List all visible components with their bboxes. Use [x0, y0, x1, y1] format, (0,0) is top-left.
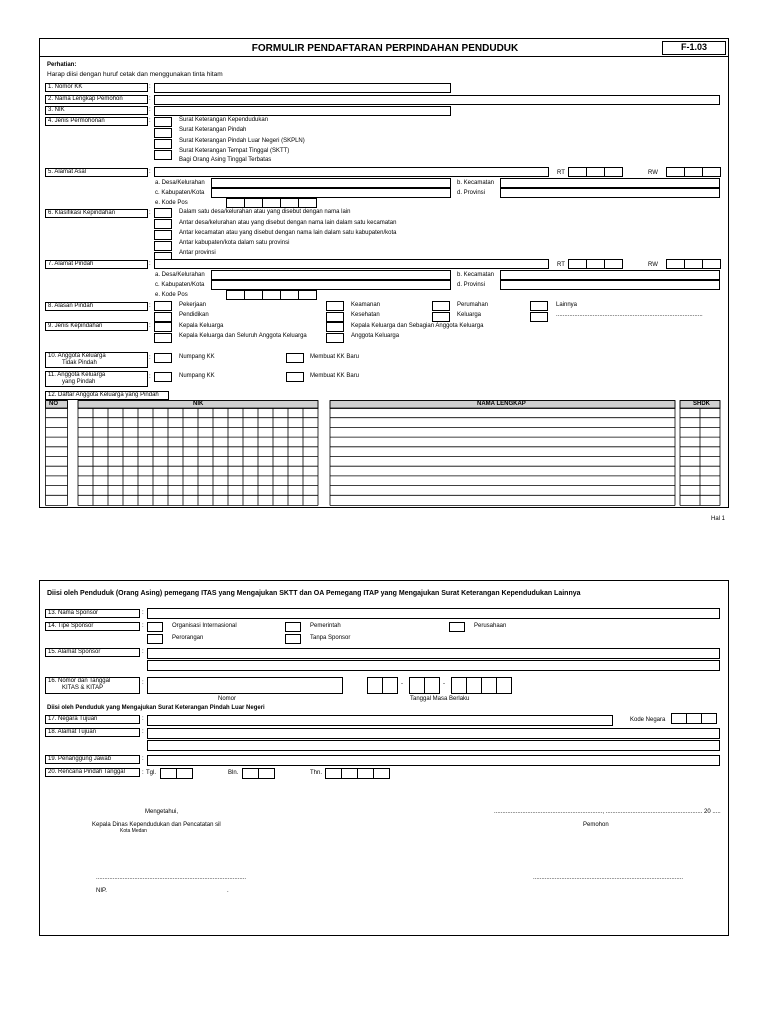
thn-cells[interactable] [451, 677, 512, 694]
instruction-text: Harap diisi dengan huruf cetak dan menggunakan tinta hitam [47, 71, 223, 78]
jenis-checkbox[interactable] [154, 117, 172, 127]
kepindahan-option: Kepala Keluarga [179, 323, 224, 329]
colon: : [149, 374, 151, 380]
klasifikasi-checkbox[interactable] [154, 219, 172, 229]
numpang-checkbox[interactable] [154, 353, 172, 363]
klasifikasi-option: Antar desa/kelurahan atau yang disebut dengan nama lain dalam satu kecamatan [179, 220, 397, 226]
alasan-checkbox[interactable] [530, 301, 548, 311]
separator: - [443, 681, 445, 687]
alasan-checkbox[interactable] [154, 301, 172, 311]
tgl-cells[interactable] [367, 677, 398, 694]
jenis-option: Surat Keterangan Pindah [179, 127, 247, 133]
alamat-tujuan-label: 18. Alamat Tujuan [45, 728, 140, 737]
alasan-option: Keluarga [457, 312, 482, 318]
negara-tujuan-label: 17. Negara Tujuan [45, 715, 140, 724]
table-header-shdk: SHDK [693, 401, 711, 407]
tanggal-masa-label: Tanggal Masa Berlaku [410, 696, 470, 702]
signature-line-left[interactable]: .......................................................................................... [96, 875, 247, 881]
tipe-sponsor-label: 14. Tipe Sponsor [45, 622, 140, 631]
negara-tujuan-input[interactable] [147, 715, 613, 726]
kodepos-label: e. Kode Pos [155, 292, 188, 298]
desa-label: a. Desa/Kelurahan [155, 180, 205, 186]
jenis-kepindahan-label: 9. Jenis Kepindahan [45, 322, 148, 331]
form-code-text: F-1.03 [680, 42, 707, 52]
provinsi-input[interactable] [500, 280, 720, 290]
kepindahan-checkbox[interactable] [154, 333, 172, 343]
nik-label: 3. NIK [45, 106, 148, 115]
sponsor-checkbox[interactable] [147, 622, 163, 632]
provinsi-label: d. Provinsi [457, 190, 486, 196]
klasifikasi-checkbox[interactable] [154, 241, 172, 251]
thn-cells[interactable] [325, 768, 390, 779]
membuat-label: Membuat KK Baru [310, 354, 360, 360]
sponsor-checkbox[interactable] [285, 622, 301, 632]
membuat-checkbox[interactable] [286, 353, 304, 363]
sponsor-checkbox[interactable] [449, 622, 465, 632]
alamat-sponsor-label: 15. Alamat Sponsor [45, 648, 140, 657]
jenis-checkbox[interactable] [154, 150, 172, 160]
membuat-label: Membuat KK Baru [310, 373, 360, 379]
alasan-option: Pendidikan [179, 312, 209, 318]
rw-label: RW [648, 262, 658, 268]
alamat-sponsor-input-2[interactable] [147, 660, 720, 671]
jenis-option: Surat Keterangan Kependudukan [179, 117, 269, 123]
label-line-1: 10. Anggota Keluarga [48, 353, 106, 359]
colon: : [142, 680, 144, 686]
kepindahan-option: Anggota Keluarga [351, 333, 400, 339]
alamat-tujuan-input-2[interactable] [147, 740, 720, 751]
alamat-pindah-label: 7. Alamat Pindah [45, 260, 148, 269]
jenis-option: Bagi Orang Asing Tinggal Terbatas [179, 157, 272, 163]
nama-sponsor-label: 13. Nama Sponsor [45, 609, 140, 618]
alasan-label: 8. Alasan Pindah [45, 302, 148, 311]
separator: - [401, 681, 403, 687]
sponsor-option: Organisasi Internasional [172, 623, 237, 629]
kecamatan-input[interactable] [500, 178, 720, 188]
nama-pemohon-label: 2. Nama Lengkap Pemohon [45, 95, 148, 104]
colon: : [149, 84, 151, 90]
kepindahan-checkbox[interactable] [154, 322, 172, 332]
nik-input[interactable] [154, 106, 451, 116]
colon: : [149, 261, 151, 267]
jenis-permohonan-label: 4. Jenis Permohonan [45, 117, 148, 126]
kepala-dinas-label: Kepala Dinas Kependudukan dan Pencatatan sil [92, 822, 221, 828]
kecamatan-label: b. Kecamatan [457, 180, 495, 186]
desa-label: a. Desa/Kelurahan [155, 272, 205, 278]
alasan-option: Perumahan [457, 302, 489, 308]
kitas-label [45, 677, 140, 694]
nip-label: NIP. [96, 888, 107, 894]
jenis-checkbox[interactable] [154, 139, 172, 149]
rw-label: RW [648, 170, 658, 176]
kabupaten-input[interactable] [211, 280, 451, 290]
rt-cells[interactable] [568, 167, 623, 177]
kode-negara-cells[interactable] [671, 713, 717, 724]
sponsor-option: Tanpa Sponsor [310, 635, 351, 641]
colon: : [149, 96, 151, 102]
page2-header: Diisi oleh Penduduk (Orang Asing) pemegang ITAS yang Mengajukan SKTT dan OA Pemegang ITAP yang Mengajukan Surat Keterangan Kependudukan Lainnya [47, 590, 581, 597]
nomor-label: Nomor [218, 696, 237, 702]
alasan-option: Kesehatan [351, 312, 380, 318]
signature-line-right[interactable]: .......................................................................................... [533, 875, 684, 881]
page-label: Hal 1 [711, 516, 726, 522]
nomor-kk-input[interactable] [154, 83, 451, 93]
klasifikasi-option: Antar provinsi [179, 250, 216, 256]
kabupaten-input[interactable] [211, 188, 451, 198]
rt-label: RT [557, 170, 565, 176]
label-line-1: 16. Nomor dan Tanggal [48, 678, 111, 684]
jenis-option: Surat Keterangan Pindah Luar Negeri (SKPLN) [179, 138, 305, 144]
kepindahan-option: Kepala Keluarga dan Sebagian Anggota Keluarga [351, 323, 484, 329]
kodepos-cells[interactable] [226, 198, 317, 208]
tgl-cells[interactable] [160, 768, 193, 779]
jenis-checkbox[interactable] [154, 128, 172, 138]
bln-label: Bln. [228, 770, 239, 776]
rencana-pindah-label: 20. Rencana Pindah Tanggal [45, 768, 140, 777]
colon: : [142, 610, 144, 616]
klasifikasi-option: Dalam satu desa/kelurahan atau yang disebut dengan nama lain [179, 209, 351, 215]
label-line-1: 11. Anggota Keluarga [48, 372, 106, 378]
colon: : [142, 716, 144, 722]
colon: : [149, 169, 151, 175]
alasan-option: Keamanan [351, 302, 381, 308]
colon: : [149, 355, 151, 361]
table-header-nama: NAMA LENGKAP [477, 401, 526, 407]
alamat-asal-label: 5. Alamat Asal [45, 168, 148, 177]
colon: : [142, 649, 144, 655]
rt-label: RT [557, 262, 565, 268]
alasan-checkbox[interactable] [530, 312, 548, 322]
kecamatan-label: b. Kecamatan [457, 272, 495, 278]
label-line-2: Tidak Pindah [62, 360, 97, 366]
perhatian-label: Perhatian: [47, 62, 77, 68]
alasan-checkbox[interactable] [326, 301, 344, 311]
kode-negara-label: Kode Negara [630, 717, 666, 723]
rw-cells[interactable] [666, 167, 721, 177]
penanggung-jawab-label: 19. Penanggung Jawab [45, 755, 140, 764]
kitas-nomor-input[interactable] [147, 677, 343, 694]
kepindahan-option: Kepala Keluarga dan Seluruh Anggota Keluarga [179, 333, 307, 339]
anggota-table[interactable] [45, 400, 725, 506]
provinsi-label: d. Provinsi [457, 282, 486, 288]
thn-label: Thn. [310, 770, 323, 776]
kabupaten-label: c. Kabupaten/Kota [155, 282, 205, 288]
sponsor-option: Pemerintah [310, 623, 341, 629]
klasifikasi-option: Antar kabupaten/kota dalam satu provinsi [179, 240, 290, 246]
rt-cells[interactable] [568, 259, 623, 269]
colon: : [149, 118, 151, 124]
penanggung-jawab-input[interactable] [147, 755, 720, 766]
numpang-label: Numpang KK [179, 354, 215, 360]
alasan-option: Pekerjaan [179, 302, 207, 308]
alamat-tujuan-input[interactable] [147, 728, 720, 739]
colon: : [149, 323, 151, 329]
nama-pemohon-input[interactable] [154, 95, 720, 105]
date-line[interactable]: ................................................................., .......................................................... 20 ..... [494, 809, 721, 815]
label-line-2: KITAS & KITAP [62, 685, 104, 691]
alamat-pindah-input[interactable] [154, 259, 549, 269]
label-line-2: yang Pindah [62, 379, 96, 385]
alasan-checkbox[interactable] [432, 301, 450, 311]
alasan-checkbox[interactable] [326, 312, 344, 322]
alamat-sponsor-input[interactable] [147, 648, 720, 659]
kota-label: Kota Medan [120, 828, 147, 834]
sponsor-checkbox[interactable] [147, 634, 163, 644]
kodepos-cells[interactable] [226, 290, 317, 300]
mengetahui-label: Mengetahui, [145, 809, 179, 815]
desa-input[interactable] [211, 178, 451, 188]
desa-input[interactable] [211, 270, 451, 280]
klasifikasi-checkbox[interactable] [154, 208, 172, 218]
provinsi-input[interactable] [500, 188, 720, 198]
alasan-checkbox[interactable] [154, 312, 172, 322]
anggota-pindah-label [45, 371, 148, 387]
colon: : [142, 770, 144, 776]
kepindahan-checkbox[interactable] [326, 322, 344, 332]
colon: : [142, 623, 144, 629]
klasifikasi-label: 6. Klasifikasi Kepindahan [45, 209, 148, 218]
form-title: FORMULIR PENDAFTARAN PERPINDAHAN PENDUDUK [251, 43, 519, 54]
table-header-no: NO [49, 401, 58, 407]
alasan-lainnya-dots[interactable]: ........................................................................................ [556, 312, 703, 318]
alasan-checkbox[interactable] [432, 312, 450, 322]
kepindahan-checkbox[interactable] [326, 333, 344, 343]
colon: : [142, 756, 144, 762]
rw-cells[interactable] [666, 259, 721, 269]
numpang-label: Numpang KK [179, 373, 215, 379]
colon: : [142, 729, 144, 735]
nip-end: . [227, 888, 229, 894]
sponsor-option: Perorangan [172, 635, 204, 641]
table-header-nik: NIK [193, 401, 204, 407]
kodepos-label: e. Kode Pos [155, 200, 188, 206]
kecamatan-input[interactable] [500, 270, 720, 280]
daftar-anggota-label: 12. Daftar Anggota Keluarga yang Pindah [45, 391, 169, 400]
alamat-asal-input[interactable] [154, 167, 549, 177]
membuat-checkbox[interactable] [286, 372, 304, 382]
pln-subheader: Diisi oleh Penduduk yang Mengajukan Surat Keterangan Pindah Luar Negeri [47, 705, 265, 711]
sponsor-checkbox[interactable] [285, 634, 301, 644]
klasifikasi-option: Antar kecamatan atau yang disebut dengan nama lain dalam satu kabupaten/kota [179, 230, 397, 236]
sponsor-option: Perusahaan [474, 623, 507, 629]
nomor-kk-label: 1. Nomor KK [45, 83, 148, 92]
title-underline [40, 56, 728, 57]
numpang-checkbox[interactable] [154, 372, 172, 382]
jenis-option: Surat Keterangan Tempat Tinggal (SKTT) [179, 148, 290, 154]
anggota-tidak-pindah-label [45, 352, 148, 368]
colon: : [149, 210, 151, 216]
nama-sponsor-input[interactable] [147, 608, 720, 619]
tgl-label: Tgl. [146, 770, 157, 776]
pemohon-label: Pemohon [583, 822, 609, 828]
bln-cells[interactable] [409, 677, 440, 694]
colon: : [149, 107, 151, 113]
kabupaten-label: c. Kabupaten/Kota [155, 190, 205, 196]
bln-cells[interactable] [242, 768, 275, 779]
colon: : [149, 303, 151, 309]
klasifikasi-checkbox[interactable] [154, 230, 172, 240]
alasan-lainnya: Lainnya [556, 302, 578, 308]
